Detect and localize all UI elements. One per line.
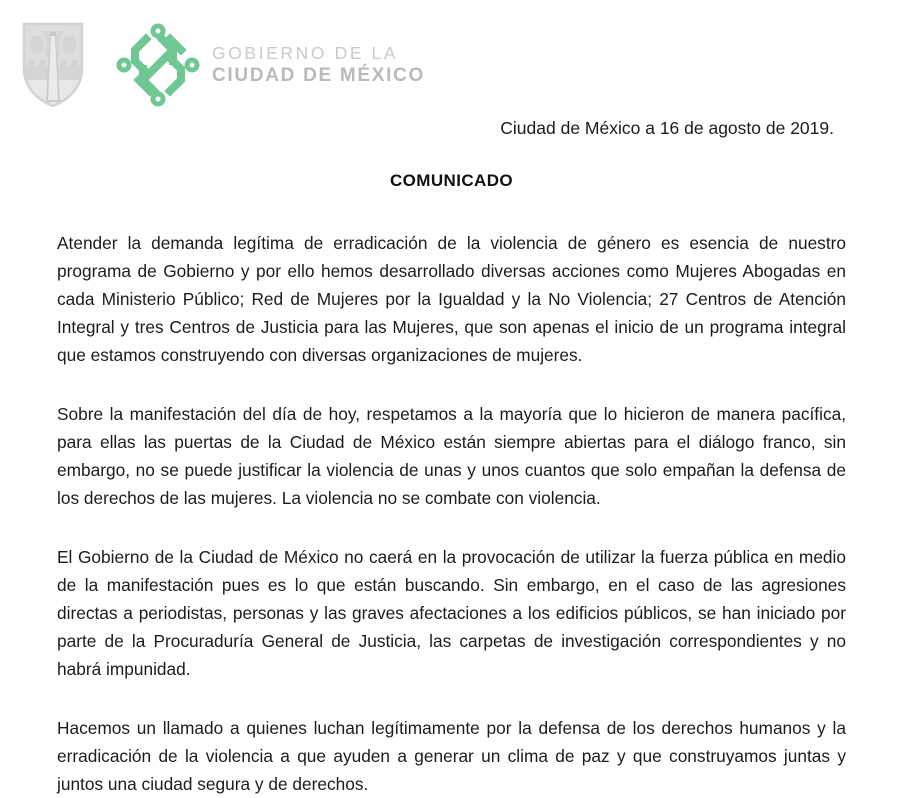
document-body <box>57 118 846 798</box>
paragraph: Hacemos un llamado a quienes luchan legítimamente por la defensa de los derechos humanos y la erradicación de la violencia a que ayuden a generar un clima de paz y que construyamos juntas y juntos una ciudad segura y de derechos. <box>57 718 846 795</box>
paragraph: Sobre la manifestación del día de hoy, respetamos a la mayoría que lo hicieron de manera pacífica, para ellas las puertas de la Ciudad de México están siempre abiertas para el diálogo franco, sin embargo, no se puede justificar la violencia de unas y unos cuantos que solo empañan la defensa de los derechos de las mujeres. La violencia no se combate con violencia. <box>57 404 846 509</box>
wordmark-line-ciudad: CIUDAD DE MÉXICO <box>212 65 425 87</box>
dateline: Ciudad de México a 16 de agosto de 2019. <box>500 118 834 138</box>
wordmark <box>212 43 425 88</box>
paragraph: Atender la demanda legítima de erradicación de la violencia de género es esencia de nuestro programa de Gobierno y por ello hemos desarrollado diversas acciones como Mujeres Abogadas en cada Ministerio Público; Red de Mujeres por la Igualdad y la No Violencia; 27 Centros de Atención Integral y tres Centros de Justicia para las Mujeres, que son apenas el inicio de un programa integral que estamos construyendo con diversas organizaciones de mujeres. <box>57 233 846 366</box>
cdmx-logo-icon <box>116 23 200 107</box>
wordmark-line-gobierno: GOBIERNO DE LA <box>212 42 399 63</box>
paragraph: El Gobierno de la Ciudad de México no caerá en la provocación de utilizar la fuerza pública en medio de la manifestación pues es lo que están buscando. Sin embargo, en el caso de las agresiones directas a periodistas, personas y las graves afectaciones a los edificios públicos, se han iniciado por parte de la Procuraduría General de Justicia, las carpetas de investigación correspondientes y no habrá impunidad. <box>57 547 846 680</box>
page-title: COMUNICADO <box>390 171 513 190</box>
coat-of-arms-icon <box>22 22 84 108</box>
letterhead <box>0 0 904 130</box>
